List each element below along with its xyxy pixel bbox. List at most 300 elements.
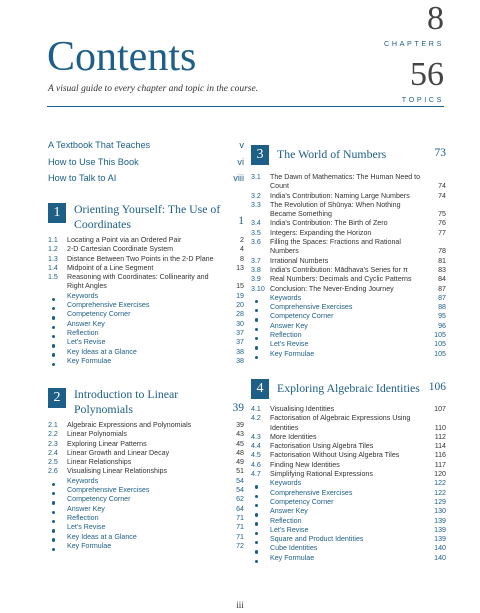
section-page: 30 [236, 319, 244, 328]
section-page: 76 [438, 219, 446, 228]
section-number: 2.5 [48, 458, 58, 467]
chapter-extra-item[interactable] [48, 338, 244, 347]
section-number: 1.3 [48, 254, 58, 263]
section-label: Key Ideas at a Glance [67, 347, 137, 356]
section-label: More Identities [270, 432, 317, 441]
bullet-icon [48, 511, 67, 514]
section-page: 43 [236, 430, 244, 439]
bullet-icon [251, 318, 270, 321]
bullet-icon [48, 344, 67, 347]
section-label: Comprehensive Exercises [67, 301, 150, 310]
section-page: 83 [438, 265, 446, 274]
section-page: 139 [434, 516, 446, 525]
section-page: 78 [438, 247, 446, 256]
bullet-dot-icon [255, 504, 258, 507]
section-item[interactable] [251, 405, 446, 414]
chapter-3-list [251, 173, 446, 359]
section-page: 49 [236, 458, 244, 467]
section-page: 71 [236, 513, 244, 522]
bullet-dot-icon [52, 520, 55, 523]
chapter-3-heading[interactable] [251, 144, 446, 165]
bullet-dot-icon [255, 550, 258, 553]
bullet-dot-icon [255, 356, 258, 359]
section-label: Reflection [270, 331, 302, 340]
section-label: Reflection [67, 513, 99, 522]
section-item[interactable] [251, 173, 446, 192]
section-label: Key Formulae [67, 541, 112, 550]
chapter-1-heading[interactable] [48, 202, 244, 232]
section-item[interactable] [48, 430, 244, 439]
section-label: Comprehensive Exercises [67, 486, 150, 495]
front-matter-label: How to Talk to AI [48, 173, 117, 183]
front-matter-item[interactable] [48, 157, 244, 174]
chapter-extra-item[interactable] [251, 479, 446, 488]
section-number: 4.4 [251, 442, 261, 451]
chapter-extra-item[interactable] [48, 301, 244, 310]
chapter-extra-item[interactable] [48, 477, 244, 486]
chapter-extra-item[interactable] [48, 310, 244, 319]
chapter-4-heading[interactable] [251, 378, 446, 399]
chapter-extra-item[interactable] [48, 533, 244, 542]
section-number: 1.5 [48, 273, 58, 282]
bullet-icon [48, 501, 67, 504]
section-label: Simplifying Rational Expressions [270, 470, 373, 479]
section-label: Key Formulae [67, 356, 112, 365]
section-page: 130 [434, 507, 446, 516]
section-label: Reflection [270, 516, 302, 525]
section-number: 4.1 [251, 405, 261, 413]
section-label: The Dawn of Mathematics: The Human Need to Count [270, 173, 421, 191]
bullet-dot-icon [255, 513, 258, 516]
chapter-page: 39 [232, 402, 244, 414]
section-page: 105 [434, 331, 446, 340]
chapter-number-badge: 3 [251, 145, 269, 165]
section-item[interactable] [251, 275, 446, 284]
header-divider [47, 106, 444, 107]
section-page: 122 [434, 488, 446, 497]
chapter-extra-item[interactable] [48, 495, 244, 504]
section-item[interactable] [251, 201, 446, 220]
chapter-extra-item[interactable] [48, 514, 244, 523]
chapter-extra-item[interactable] [251, 507, 446, 516]
section-page: 96 [438, 321, 446, 330]
front-matter-list [48, 140, 244, 190]
section-page: 48 [236, 448, 244, 457]
section-number: 2.6 [48, 467, 58, 476]
section-label: Competency Corner [270, 497, 334, 506]
section-label: Let's Revise [270, 525, 309, 534]
bullet-dot-icon [52, 529, 55, 532]
section-page: 77 [438, 228, 446, 237]
section-page: 139 [434, 535, 446, 544]
bullet-dot-icon [255, 337, 258, 340]
section-label: Let's Revise [67, 523, 106, 532]
section-label: The Revolution of Shūnya: When Nothing Became Something [270, 200, 401, 219]
section-label: Cube Identities [270, 544, 318, 553]
chapter-2-heading[interactable] [48, 387, 244, 417]
section-label: Factorisation of Algebraic Expressions Using Identities [270, 414, 411, 432]
bullet-dot-icon [52, 335, 55, 338]
section-number: 3.1 [251, 173, 261, 181]
chapter-page: 73 [434, 147, 446, 159]
chapter-extra-item[interactable] [251, 544, 446, 553]
section-page: 110 [434, 423, 446, 432]
section-label: India's Contribution: Naming Large Numbers [270, 191, 410, 200]
front-matter-page: v [239, 140, 244, 150]
section-page: 114 [434, 442, 446, 451]
section-page: 107 [434, 405, 446, 413]
section-page: 71 [236, 523, 244, 532]
section-number: 3.6 [251, 238, 261, 247]
bullet-icon [251, 541, 270, 544]
topics-stat [402, 58, 444, 104]
chapter-extra-item[interactable] [251, 517, 446, 526]
section-number: 2.2 [48, 430, 58, 439]
chapter-page: 1 [238, 215, 244, 227]
section-page: 8 [240, 254, 244, 263]
bullet-icon [48, 548, 67, 551]
chapter-1-list [48, 236, 244, 366]
bullet-icon [251, 560, 270, 563]
chapter-extra-item[interactable] [48, 523, 244, 532]
section-page: 84 [438, 275, 446, 284]
bullet-icon [48, 326, 67, 329]
chapter-extra-item[interactable] [251, 294, 446, 303]
section-item[interactable] [48, 264, 244, 273]
bullet-dot-icon [255, 532, 258, 535]
bullet-icon [48, 335, 67, 338]
section-item[interactable] [251, 470, 446, 479]
chapter-extra-item[interactable] [251, 489, 446, 498]
chapter-title: The World of Numbers [277, 147, 387, 161]
front-matter-page: vi [237, 156, 244, 167]
section-label: Keywords [67, 291, 99, 300]
section-page: 117 [434, 460, 446, 469]
section-item[interactable] [48, 421, 244, 430]
bullet-dot-icon [52, 307, 55, 310]
section-label: Answer Key [270, 321, 308, 330]
section-page: 105 [434, 349, 446, 358]
bullet-dot-icon [255, 309, 258, 312]
section-item[interactable] [48, 440, 244, 449]
section-page: 129 [434, 497, 446, 506]
section-item[interactable] [251, 257, 446, 266]
section-item[interactable] [251, 414, 446, 433]
section-label: 2-D Cartesian Coordinate System [67, 245, 174, 254]
section-item[interactable] [251, 442, 446, 451]
section-label: Answer Key [270, 507, 308, 516]
section-label: Competency Corner [67, 310, 131, 319]
section-page: 2 [240, 236, 244, 244]
section-item[interactable] [48, 236, 244, 245]
section-page: 105 [434, 340, 446, 349]
bullet-icon [48, 520, 67, 523]
bullet-dot-icon [52, 326, 55, 329]
section-number: 3.3 [251, 200, 261, 209]
chapter-4-list [251, 405, 446, 563]
section-page: 37 [236, 338, 244, 347]
section-page: 87 [438, 284, 446, 293]
section-label: Visualising Linear Relationships [67, 467, 168, 476]
section-label: Comprehensive Exercises [270, 488, 353, 497]
section-page: 38 [236, 356, 244, 365]
bullet-icon [48, 316, 67, 319]
section-page: 88 [438, 303, 446, 312]
bullet-icon [48, 529, 67, 532]
section-label: Real Numbers: Decimals and Cyclic Patterns [270, 275, 412, 284]
chapter-extra-item[interactable] [48, 542, 244, 551]
section-page: 45 [236, 439, 244, 448]
chapter-extra-item[interactable] [251, 350, 446, 359]
section-number: 3.9 [251, 275, 261, 284]
section-label: India's Contribution: Mādhava's Series for π [270, 265, 408, 274]
page-subtitle: A visual guide to every chapter and topic in the course. [48, 84, 259, 94]
section-page: 112 [434, 432, 446, 441]
bullet-dot-icon [255, 328, 258, 331]
section-page: 75 [438, 210, 446, 219]
bullet-dot-icon [52, 501, 55, 504]
bullet-dot-icon [255, 300, 258, 303]
front-matter-label: A Textbook That Teaches [48, 140, 151, 150]
section-label: Factorisation Using Algebra Tiles [270, 442, 374, 451]
section-page: 4 [240, 245, 244, 254]
section-item[interactable] [251, 433, 446, 442]
section-page: 38 [236, 347, 244, 356]
section-label: Square and Product Identities [270, 535, 364, 544]
section-page: 95 [438, 312, 446, 321]
front-matter-item[interactable] [48, 173, 244, 190]
section-item[interactable] [48, 458, 244, 467]
bullet-icon [251, 346, 270, 349]
chapter-number-badge: 4 [251, 379, 269, 399]
section-page: 19 [236, 291, 244, 300]
section-label: Exploring Linear Patterns [67, 439, 147, 448]
section-item[interactable] [251, 285, 446, 294]
bullet-dot-icon [255, 522, 258, 525]
section-label: Visualising Identities [270, 405, 335, 413]
section-page: 54 [236, 476, 244, 485]
chapter-extra-item[interactable] [251, 303, 446, 312]
section-page: 39 [236, 421, 244, 429]
bullet-icon [251, 485, 270, 488]
section-number: 4.5 [251, 451, 261, 460]
section-label: Midpoint of a Line Segment [67, 263, 154, 272]
bullet-dot-icon [52, 492, 55, 495]
section-page: 37 [236, 328, 244, 337]
section-page: 81 [438, 256, 446, 265]
section-label: Key Formulae [270, 349, 315, 358]
section-item[interactable] [48, 245, 244, 254]
section-item[interactable] [251, 266, 446, 275]
section-label: Algebraic Expressions and Polynomials [67, 421, 192, 429]
section-page: 71 [236, 532, 244, 541]
chapter-extra-item[interactable] [48, 292, 244, 301]
chapter-extra-item[interactable] [48, 348, 244, 357]
bullet-icon [48, 483, 67, 486]
section-label: Keywords [67, 476, 99, 485]
section-page: 140 [434, 544, 446, 553]
section-page: 15 [236, 282, 244, 291]
section-page: 74 [438, 182, 446, 191]
section-number: 3.5 [251, 228, 261, 237]
section-label: Filling the Spaces: Fractions and Rational Numbers [270, 238, 401, 256]
front-matter-page: viii [233, 173, 244, 183]
section-item[interactable] [251, 219, 446, 228]
section-number: 4.6 [251, 460, 261, 469]
section-label: Key Ideas at a Glance [67, 532, 137, 541]
section-number: 3.4 [251, 219, 261, 228]
section-item[interactable] [251, 461, 446, 470]
bullet-dot-icon [255, 560, 258, 563]
section-item[interactable] [251, 192, 446, 201]
section-number: 3.2 [251, 191, 261, 200]
bullet-dot-icon [255, 495, 258, 498]
chapter-extra-item[interactable] [48, 329, 244, 338]
section-number: 1.1 [48, 236, 58, 244]
front-matter-item[interactable] [48, 140, 244, 157]
bullet-icon [251, 356, 270, 359]
section-page: 140 [434, 553, 446, 562]
section-page: 74 [438, 191, 446, 200]
bullet-icon [251, 532, 270, 535]
bullet-icon [48, 492, 67, 495]
bullet-dot-icon [255, 346, 258, 349]
bullet-icon [251, 504, 270, 507]
section-label: Linear Relationships [67, 458, 132, 467]
section-label: Let's Revise [67, 338, 106, 347]
section-label: Keywords [270, 479, 302, 488]
section-number: 4.3 [251, 432, 261, 441]
section-label: India's Contribution: The Birth of Zero [270, 219, 388, 228]
bullet-icon [48, 363, 67, 366]
section-page: 116 [434, 451, 446, 460]
chapter-extra-item[interactable] [251, 312, 446, 321]
bullet-dot-icon [52, 298, 55, 301]
bullet-dot-icon [52, 483, 55, 486]
section-label: Comprehensive Exercises [270, 303, 353, 312]
page-title: Contents [47, 34, 197, 80]
section-label: Linear Polynomials [67, 430, 127, 439]
section-page: 72 [236, 541, 244, 550]
section-label: Keywords [270, 293, 302, 302]
section-page: 51 [236, 467, 244, 476]
section-label: Finding New Identities [270, 460, 340, 469]
section-label: Irrational Numbers [270, 256, 329, 265]
chapter-extra-item[interactable] [251, 526, 446, 535]
chapter-extra-item[interactable] [48, 357, 244, 366]
bullet-icon [48, 298, 67, 301]
chapters-label: CHAPTERS [384, 39, 444, 48]
chapter-extra-item[interactable] [251, 322, 446, 331]
chapter-extra-item[interactable] [48, 320, 244, 329]
section-number: 4.2 [251, 414, 261, 423]
section-label: Key Formulae [270, 553, 315, 562]
chapter-number-badge: 2 [48, 388, 66, 408]
section-page: 87 [438, 293, 446, 302]
section-item[interactable] [48, 449, 244, 458]
section-page: 120 [434, 470, 446, 479]
section-label: Reflection [67, 328, 99, 337]
section-number: 2.4 [48, 448, 58, 457]
section-label: Competency Corner [270, 312, 334, 321]
chapter-title: Orienting Yourself: The Use of Coordinates [74, 202, 221, 231]
bullet-dot-icon [255, 485, 258, 488]
bullet-icon [251, 309, 270, 312]
section-page: 54 [236, 486, 244, 495]
chapter-page: 106 [428, 381, 446, 393]
section-page: 139 [434, 525, 446, 534]
section-number: 3.8 [251, 265, 261, 274]
chapter-extra-item[interactable] [251, 340, 446, 349]
chapter-title: Exploring Algebraic Identities [277, 381, 420, 395]
bullet-icon [251, 300, 270, 303]
section-page: 62 [236, 495, 244, 504]
section-label: Factorisation Without Using Algebra Tiles [270, 451, 400, 460]
section-number: 1.2 [48, 245, 58, 254]
section-number: 4.7 [251, 470, 261, 479]
chapter-2-list [48, 421, 244, 551]
front-matter-label: How to Use This Book [48, 156, 139, 167]
bullet-icon [48, 307, 67, 310]
chapter-extra-item[interactable] [251, 535, 446, 544]
topics-count: 56 [410, 56, 444, 93]
section-label: Reasoning with Coordinates: Collinearity and Right Angles [67, 273, 209, 291]
bullet-dot-icon [52, 316, 55, 319]
bullet-dot-icon [52, 511, 55, 514]
section-item[interactable] [48, 255, 244, 264]
section-label: Distance Between Two Points in the 2-D Plane [67, 254, 214, 263]
chapters-count: 8 [427, 0, 444, 37]
section-item[interactable] [251, 229, 446, 238]
chapter-extra-item[interactable] [251, 554, 446, 563]
section-number: 2.3 [48, 439, 58, 448]
section-page: 28 [236, 310, 244, 319]
section-item[interactable] [251, 451, 446, 460]
chapter-number-badge: 1 [48, 203, 66, 223]
section-item[interactable] [251, 238, 446, 257]
section-label: Integers: Expanding the Horizon [270, 228, 372, 237]
bullet-icon [251, 328, 270, 331]
page-number: iii [236, 600, 244, 610]
chapter-extra-item[interactable] [48, 505, 244, 514]
chapter-extra-item[interactable] [48, 486, 244, 495]
section-number: 1.4 [48, 263, 58, 272]
section-item[interactable] [48, 273, 244, 292]
chapter-extra-item[interactable] [251, 331, 446, 340]
chapters-stat [384, 2, 444, 48]
bullet-icon [251, 513, 270, 516]
bullet-dot-icon [52, 363, 55, 366]
bullet-dot-icon [52, 353, 55, 356]
section-page: 20 [236, 301, 244, 310]
bullet-icon [48, 353, 67, 356]
section-label: Answer Key [67, 504, 105, 513]
bullet-dot-icon [52, 548, 55, 551]
chapter-extra-item[interactable] [251, 498, 446, 507]
bullet-icon [251, 495, 270, 498]
bullet-icon [251, 522, 270, 525]
section-number: 3.10 [251, 284, 265, 293]
chapter-title: Introduction to Linear Polynomials [74, 387, 179, 416]
section-label: Answer Key [67, 319, 105, 328]
section-page: 13 [236, 263, 244, 272]
section-page: 122 [434, 479, 446, 488]
section-label: Competency Corner [67, 495, 131, 504]
bullet-icon [48, 538, 67, 541]
bullet-dot-icon [255, 541, 258, 544]
section-page: 64 [236, 504, 244, 513]
section-item[interactable] [48, 467, 244, 476]
